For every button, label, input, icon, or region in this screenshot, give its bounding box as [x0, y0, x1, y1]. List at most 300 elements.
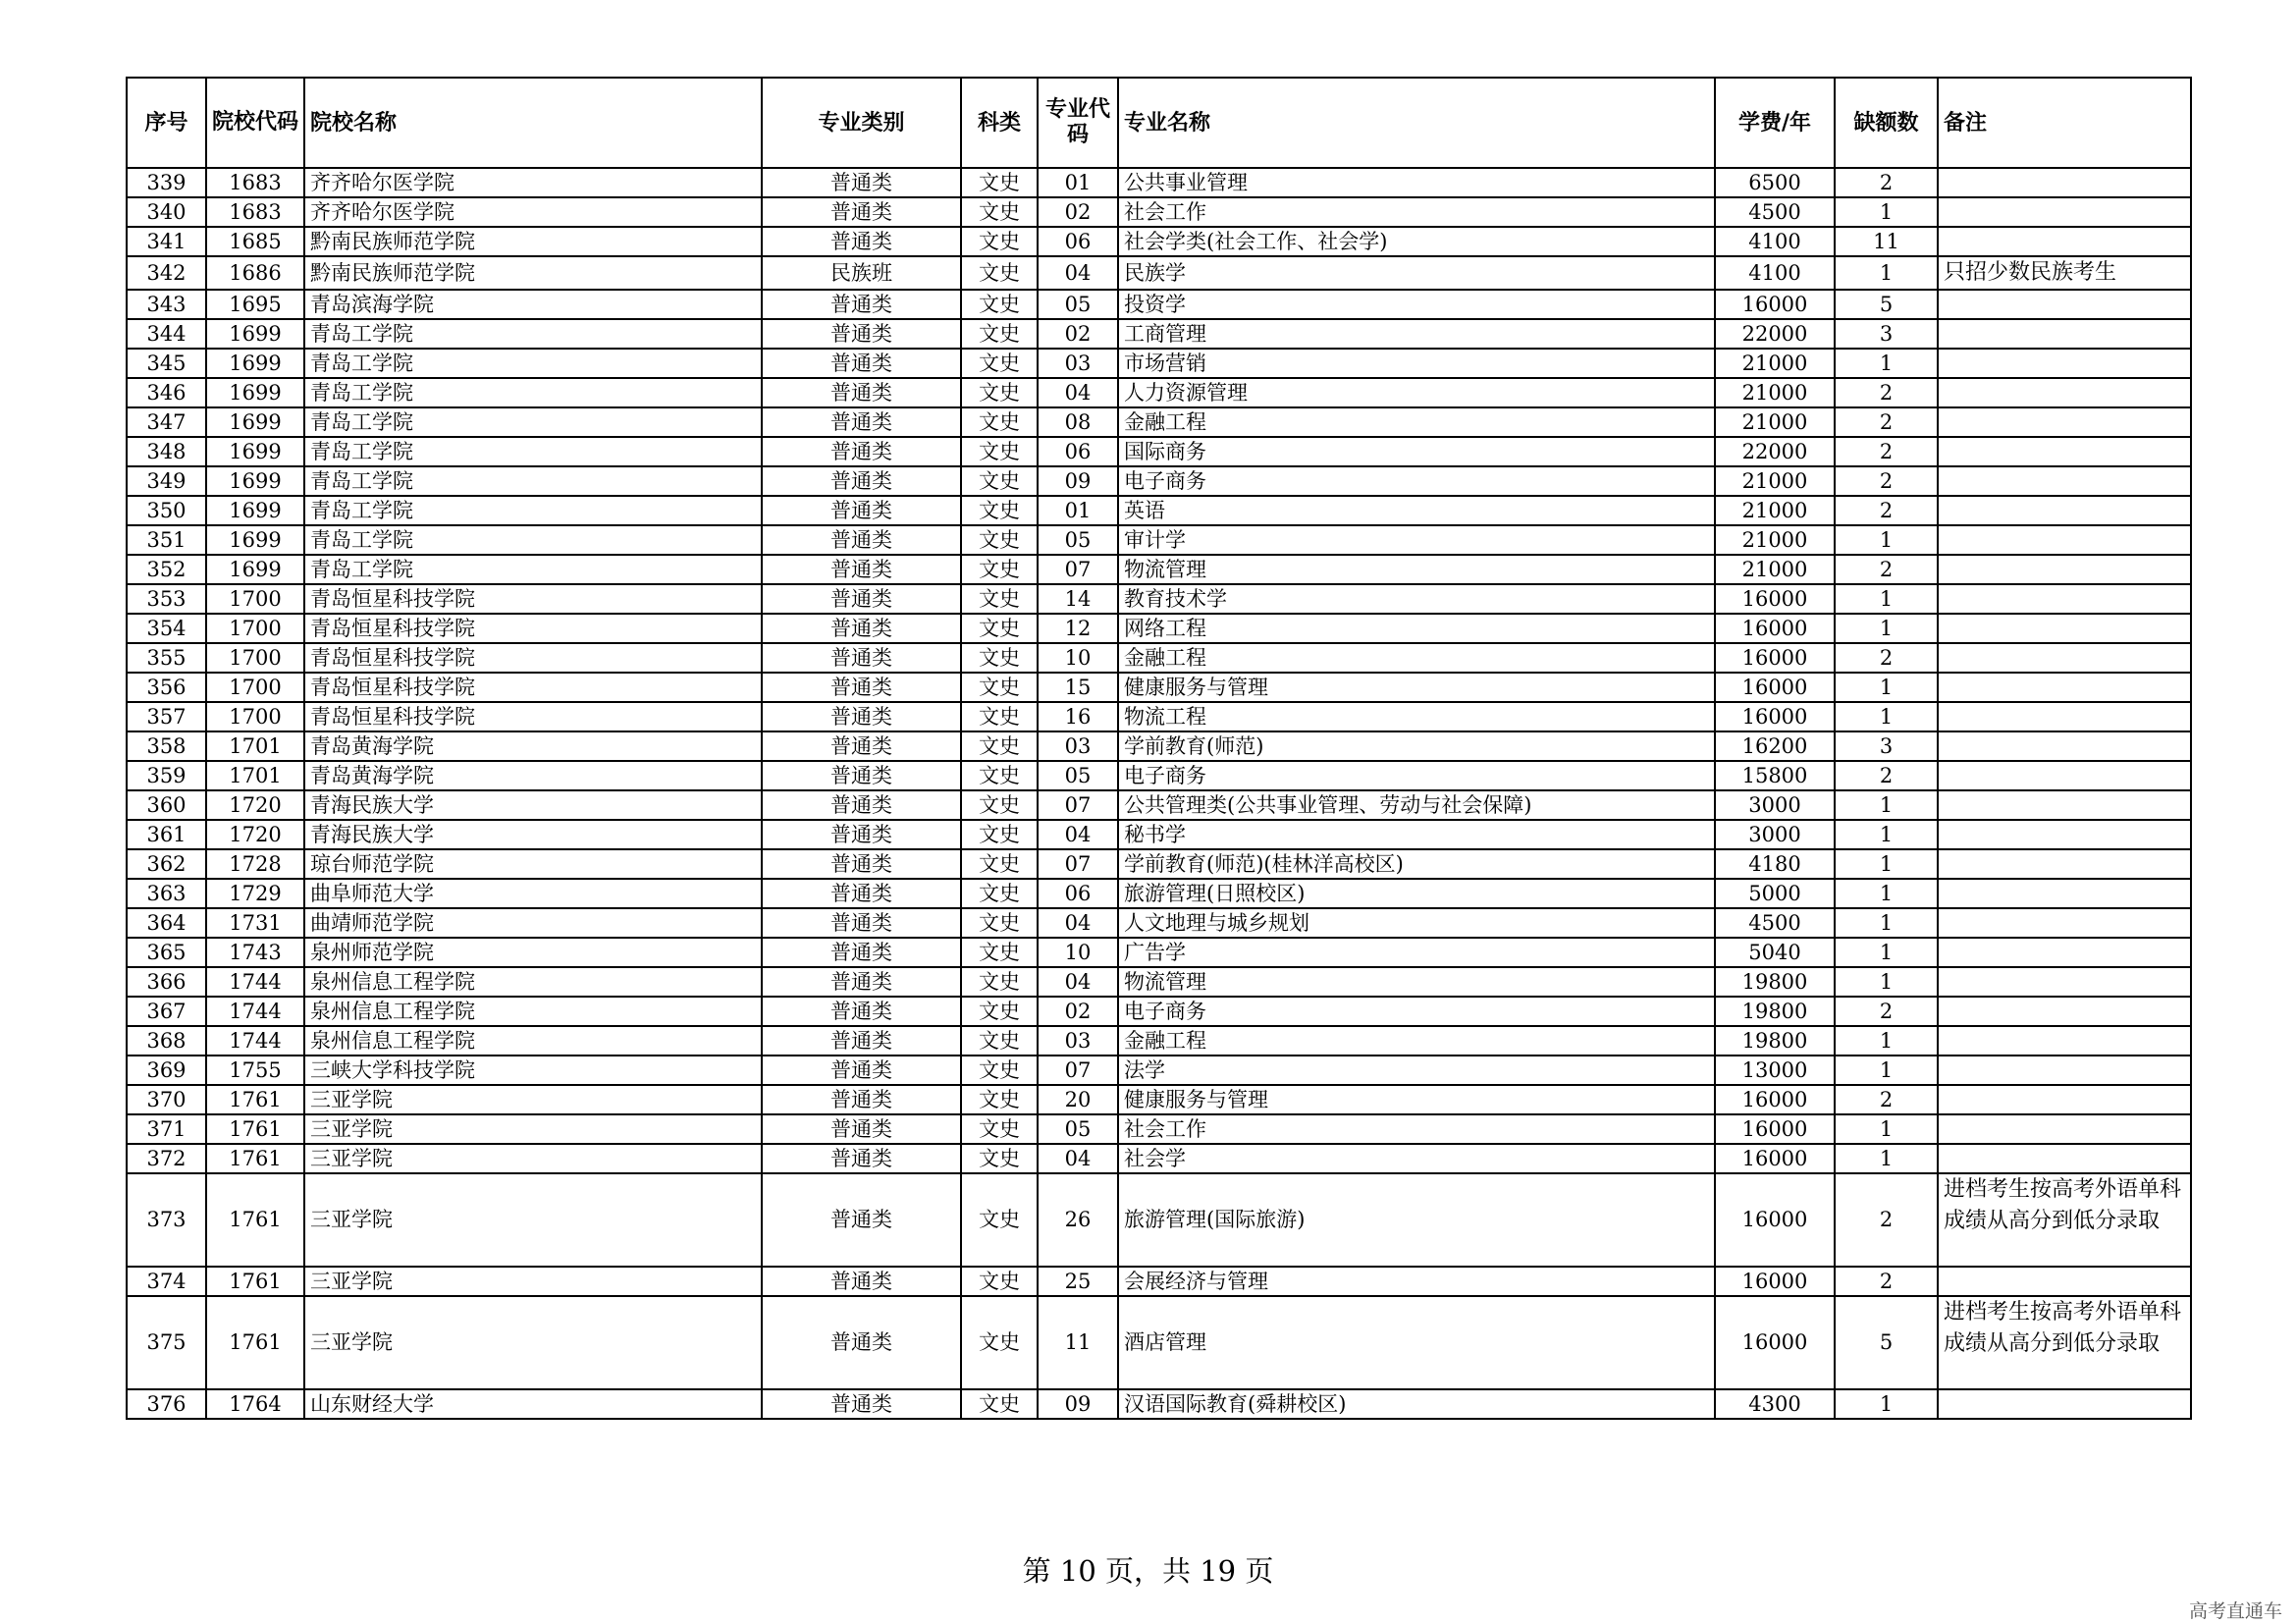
cell-major-name: 金融工程: [1118, 1026, 1715, 1056]
cell-school-name: 泉州信息工程学院: [304, 1026, 762, 1056]
cell-subject: 文史: [961, 790, 1038, 820]
cell-subject: 文史: [961, 761, 1038, 790]
cell-major-code: 26: [1038, 1173, 1118, 1267]
cell-remarks: [1938, 290, 2191, 319]
cell-major-code: 04: [1038, 256, 1118, 290]
cell-major-name: 金融工程: [1118, 643, 1715, 673]
watermark-text: 高考直通车: [2188, 1600, 2282, 1622]
cell-major-name: 会展经济与管理: [1118, 1267, 1715, 1296]
cell-remarks: [1938, 525, 2191, 555]
cell-major-code: 07: [1038, 555, 1118, 584]
cell-school-name: 青岛工学院: [304, 496, 762, 525]
cell-subject: 文史: [961, 1144, 1038, 1173]
cell-remarks: [1938, 879, 2191, 908]
cell-major-name: 社会工作: [1118, 197, 1715, 227]
cell-school-code: 1699: [206, 466, 304, 496]
cell-major-name: 投资学: [1118, 290, 1715, 319]
cell-remarks: [1938, 1056, 2191, 1085]
page-footer: 第 10 页，共 19 页: [1022, 1554, 1274, 1588]
cell-major-name: 电子商务: [1118, 466, 1715, 496]
cell-seq: 354: [127, 614, 206, 643]
cell-school-code: 1699: [206, 525, 304, 555]
cell-school-code: 1699: [206, 319, 304, 349]
cell-subject: 文史: [961, 437, 1038, 466]
cell-major-code: 06: [1038, 227, 1118, 256]
table-row: [127, 967, 2191, 997]
cell-major-type: 普通类: [762, 997, 961, 1026]
cell-seq: 359: [127, 761, 206, 790]
cell-tuition: 22000: [1715, 437, 1835, 466]
cell-subject: 文史: [961, 496, 1038, 525]
cell-seq: 371: [127, 1114, 206, 1144]
table-row: [127, 1144, 2191, 1173]
table-row: [127, 761, 2191, 790]
cell-seq: 340: [127, 197, 206, 227]
cell-school-code: 1744: [206, 1026, 304, 1056]
cell-tuition: 3000: [1715, 790, 1835, 820]
cell-remarks: [1938, 555, 2191, 584]
cell-school-code: 1700: [206, 584, 304, 614]
cell-major-type: 普通类: [762, 702, 961, 731]
cell-school-name: 曲阜师范大学: [304, 879, 762, 908]
cell-vacancies: 2: [1835, 761, 1938, 790]
cell-subject: 文史: [961, 466, 1038, 496]
table-body: [127, 168, 2191, 1419]
cell-major-type: 普通类: [762, 1296, 961, 1389]
cell-remarks: [1938, 731, 2191, 761]
cell-major-type: 普通类: [762, 1173, 961, 1267]
cell-vacancies: 2: [1835, 466, 1938, 496]
cell-school-name: 青岛工学院: [304, 466, 762, 496]
cell-major-code: 07: [1038, 849, 1118, 879]
header-school-code: 院校代码: [206, 78, 304, 168]
cell-seq: 347: [127, 407, 206, 437]
cell-tuition: 19800: [1715, 997, 1835, 1026]
cell-major-type: 普通类: [762, 790, 961, 820]
cell-vacancies: 1: [1835, 197, 1938, 227]
cell-remarks: [1938, 407, 2191, 437]
cell-vacancies: 3: [1835, 319, 1938, 349]
table-row: [127, 938, 2191, 967]
cell-major-name: 公共管理类(公共事业管理、劳动与社会保障): [1118, 790, 1715, 820]
cell-school-name: 青岛工学院: [304, 525, 762, 555]
header-major-code: 专业代码: [1038, 78, 1118, 168]
cell-major-name: 物流管理: [1118, 555, 1715, 584]
cell-major-type: 普通类: [762, 290, 961, 319]
cell-major-type: 普通类: [762, 879, 961, 908]
cell-major-type: 普通类: [762, 614, 961, 643]
cell-school-name: 泉州师范学院: [304, 938, 762, 967]
cell-major-code: 10: [1038, 643, 1118, 673]
cell-vacancies: 1: [1835, 584, 1938, 614]
cell-seq: 355: [127, 643, 206, 673]
cell-subject: 文史: [961, 256, 1038, 290]
cell-subject: 文史: [961, 1296, 1038, 1389]
cell-major-code: 02: [1038, 997, 1118, 1026]
cell-major-code: 11: [1038, 1296, 1118, 1389]
cell-major-name: 健康服务与管理: [1118, 673, 1715, 702]
cell-seq: 339: [127, 168, 206, 197]
cell-remarks: [1938, 702, 2191, 731]
cell-vacancies: 1: [1835, 879, 1938, 908]
cell-school-name: 三亚学院: [304, 1085, 762, 1114]
table-row: [127, 1114, 2191, 1144]
cell-major-name: 法学: [1118, 1056, 1715, 1085]
table-row: [127, 525, 2191, 555]
cell-school-code: 1701: [206, 731, 304, 761]
cell-school-name: 青岛黄海学院: [304, 731, 762, 761]
table-row: [127, 820, 2191, 849]
cell-school-name: 青岛恒星科技学院: [304, 614, 762, 643]
cell-tuition: 16000: [1715, 614, 1835, 643]
cell-tuition: 4180: [1715, 849, 1835, 879]
cell-major-name: 健康服务与管理: [1118, 1085, 1715, 1114]
cell-major-code: 04: [1038, 378, 1118, 407]
cell-school-name: 三亚学院: [304, 1114, 762, 1144]
cell-tuition: 21000: [1715, 378, 1835, 407]
header-tuition: 学费/年: [1715, 78, 1835, 168]
cell-major-code: 05: [1038, 290, 1118, 319]
header-major-name: 专业名称: [1118, 78, 1715, 168]
cell-school-name: 青岛滨海学院: [304, 290, 762, 319]
cell-major-type: 普通类: [762, 643, 961, 673]
cell-remarks: [1938, 496, 2191, 525]
cell-subject: 文史: [961, 1267, 1038, 1296]
cell-major-name: 金融工程: [1118, 407, 1715, 437]
cell-seq: 343: [127, 290, 206, 319]
cell-major-type: 普通类: [762, 466, 961, 496]
cell-tuition: 13000: [1715, 1056, 1835, 1085]
cell-seq: 373: [127, 1173, 206, 1267]
cell-subject: 文史: [961, 1114, 1038, 1144]
cell-school-name: 三亚学院: [304, 1173, 762, 1267]
cell-tuition: 16000: [1715, 584, 1835, 614]
cell-major-code: 01: [1038, 496, 1118, 525]
cell-tuition: 21000: [1715, 496, 1835, 525]
cell-school-code: 1743: [206, 938, 304, 967]
table-row: [127, 437, 2191, 466]
cell-major-name: 人力资源管理: [1118, 378, 1715, 407]
table-row: [127, 879, 2191, 908]
cell-vacancies: 2: [1835, 997, 1938, 1026]
cell-vacancies: 2: [1835, 378, 1938, 407]
cell-subject: 文史: [961, 938, 1038, 967]
cell-school-name: 三峡大学科技学院: [304, 1056, 762, 1085]
cell-vacancies: 1: [1835, 1114, 1938, 1144]
header-vacancies: 缺额数: [1835, 78, 1938, 168]
cell-vacancies: 2: [1835, 168, 1938, 197]
cell-school-code: 1695: [206, 290, 304, 319]
cell-major-code: 09: [1038, 1389, 1118, 1419]
table-row: [127, 1267, 2191, 1296]
cell-major-code: 03: [1038, 1026, 1118, 1056]
cell-school-name: 青岛工学院: [304, 349, 762, 378]
cell-vacancies: 1: [1835, 1026, 1938, 1056]
table-row: [127, 168, 2191, 197]
cell-subject: 文史: [961, 731, 1038, 761]
cell-subject: 文史: [961, 584, 1038, 614]
table-row: [127, 643, 2191, 673]
cell-major-type: 普通类: [762, 349, 961, 378]
cell-school-code: 1720: [206, 790, 304, 820]
cell-major-code: 02: [1038, 197, 1118, 227]
cell-school-code: 1728: [206, 849, 304, 879]
cell-major-name: 审计学: [1118, 525, 1715, 555]
table-row: [127, 614, 2191, 643]
cell-major-code: 16: [1038, 702, 1118, 731]
cell-vacancies: 2: [1835, 1085, 1938, 1114]
cell-tuition: 16000: [1715, 1267, 1835, 1296]
cell-major-name: 广告学: [1118, 938, 1715, 967]
table-row: [127, 290, 2191, 319]
cell-remarks: 只招少数民族考生: [1938, 256, 2191, 290]
cell-remarks: [1938, 820, 2191, 849]
cell-major-code: 25: [1038, 1267, 1118, 1296]
cell-school-name: 青岛工学院: [304, 407, 762, 437]
cell-vacancies: 2: [1835, 555, 1938, 584]
cell-school-name: 青岛黄海学院: [304, 761, 762, 790]
cell-remarks: [1938, 197, 2191, 227]
cell-major-type: 普通类: [762, 908, 961, 938]
cell-vacancies: 5: [1835, 1296, 1938, 1389]
cell-remarks: 进档考生按高考外语单科成绩从高分到低分录取: [1938, 1296, 2191, 1389]
cell-school-name: 泉州信息工程学院: [304, 967, 762, 997]
table-row: [127, 319, 2191, 349]
cell-major-code: 07: [1038, 1056, 1118, 1085]
cell-school-code: 1700: [206, 614, 304, 643]
cell-school-code: 1761: [206, 1296, 304, 1389]
cell-seq: 344: [127, 319, 206, 349]
cell-tuition: 3000: [1715, 820, 1835, 849]
cell-tuition: 19800: [1715, 1026, 1835, 1056]
cell-school-name: 三亚学院: [304, 1296, 762, 1389]
cell-school-code: 1683: [206, 168, 304, 197]
cell-school-code: 1701: [206, 761, 304, 790]
cell-tuition: 19800: [1715, 967, 1835, 997]
cell-school-name: 黔南民族师范学院: [304, 227, 762, 256]
cell-remarks: [1938, 643, 2191, 673]
cell-major-type: 普通类: [762, 731, 961, 761]
cell-tuition: 5040: [1715, 938, 1835, 967]
table-row: [127, 584, 2191, 614]
cell-major-type: 普通类: [762, 378, 961, 407]
cell-major-type: 普通类: [762, 437, 961, 466]
table-row: [127, 496, 2191, 525]
cell-seq: 342: [127, 256, 206, 290]
cell-vacancies: 5: [1835, 290, 1938, 319]
cell-seq: 358: [127, 731, 206, 761]
cell-school-name: 青岛工学院: [304, 555, 762, 584]
cell-school-code: 1744: [206, 997, 304, 1026]
cell-seq: 369: [127, 1056, 206, 1085]
cell-major-code: 14: [1038, 584, 1118, 614]
cell-subject: 文史: [961, 197, 1038, 227]
cell-school-name: 青岛恒星科技学院: [304, 673, 762, 702]
table-row: [127, 407, 2191, 437]
cell-seq: 368: [127, 1026, 206, 1056]
cell-major-type: 普通类: [762, 407, 961, 437]
cell-vacancies: 11: [1835, 227, 1938, 256]
cell-school-code: 1761: [206, 1085, 304, 1114]
cell-major-name: 社会工作: [1118, 1114, 1715, 1144]
table-row: [127, 1389, 2191, 1419]
cell-major-code: 10: [1038, 938, 1118, 967]
cell-vacancies: 1: [1835, 256, 1938, 290]
cell-subject: 文史: [961, 879, 1038, 908]
cell-school-name: 齐齐哈尔医学院: [304, 168, 762, 197]
cell-school-name: 山东财经大学: [304, 1389, 762, 1419]
cell-major-code: 04: [1038, 908, 1118, 938]
cell-subject: 文史: [961, 997, 1038, 1026]
cell-major-type: 普通类: [762, 1026, 961, 1056]
cell-subject: 文史: [961, 168, 1038, 197]
cell-major-code: 08: [1038, 407, 1118, 437]
cell-vacancies: 1: [1835, 1056, 1938, 1085]
cell-major-type: 普通类: [762, 938, 961, 967]
cell-major-type: 民族班: [762, 256, 961, 290]
cell-major-name: 社会学类(社会工作、社会学): [1118, 227, 1715, 256]
cell-subject: 文史: [961, 820, 1038, 849]
cell-remarks: [1938, 378, 2191, 407]
cell-major-code: 04: [1038, 1144, 1118, 1173]
cell-school-code: 1755: [206, 1056, 304, 1085]
cell-remarks: [1938, 938, 2191, 967]
header-school-name: 院校名称: [304, 78, 762, 168]
cell-major-type: 普通类: [762, 227, 961, 256]
cell-seq: 376: [127, 1389, 206, 1419]
cell-remarks: [1938, 673, 2191, 702]
cell-major-name: 旅游管理(日照校区): [1118, 879, 1715, 908]
cell-tuition: 16000: [1715, 673, 1835, 702]
header-seq: 序号: [127, 78, 206, 168]
cell-remarks: [1938, 908, 2191, 938]
cell-major-name: 物流工程: [1118, 702, 1715, 731]
cell-major-name: 酒店管理: [1118, 1296, 1715, 1389]
cell-tuition: 4500: [1715, 197, 1835, 227]
table-row: [127, 731, 2191, 761]
cell-school-code: 1699: [206, 378, 304, 407]
cell-subject: 文史: [961, 1085, 1038, 1114]
vacancy-table: [126, 77, 2192, 1420]
table-row: [127, 227, 2191, 256]
cell-major-code: 02: [1038, 319, 1118, 349]
cell-tuition: 21000: [1715, 349, 1835, 378]
cell-remarks: [1938, 1085, 2191, 1114]
cell-subject: 文史: [961, 227, 1038, 256]
cell-major-code: 07: [1038, 790, 1118, 820]
cell-tuition: 16000: [1715, 643, 1835, 673]
cell-seq: 365: [127, 938, 206, 967]
cell-school-code: 1699: [206, 349, 304, 378]
cell-seq: 362: [127, 849, 206, 879]
cell-tuition: 16000: [1715, 1085, 1835, 1114]
cell-seq: 357: [127, 702, 206, 731]
cell-school-name: 青海民族大学: [304, 790, 762, 820]
cell-subject: 文史: [961, 1056, 1038, 1085]
cell-tuition: 16000: [1715, 702, 1835, 731]
cell-major-name: 教育技术学: [1118, 584, 1715, 614]
cell-major-name: 物流管理: [1118, 967, 1715, 997]
cell-vacancies: 2: [1835, 496, 1938, 525]
cell-major-name: 电子商务: [1118, 761, 1715, 790]
cell-subject: 文史: [961, 614, 1038, 643]
cell-school-code: 1744: [206, 967, 304, 997]
cell-major-type: 普通类: [762, 168, 961, 197]
cell-major-name: 国际商务: [1118, 437, 1715, 466]
cell-school-code: 1700: [206, 673, 304, 702]
table-row: [127, 1173, 2191, 1267]
table-row: [127, 673, 2191, 702]
cell-major-name: 社会学: [1118, 1144, 1715, 1173]
cell-remarks: [1938, 584, 2191, 614]
table-row: [127, 702, 2191, 731]
cell-major-name: 学前教育(师范): [1118, 731, 1715, 761]
cell-school-code: 1699: [206, 437, 304, 466]
cell-remarks: [1938, 967, 2191, 997]
cell-subject: 文史: [961, 849, 1038, 879]
cell-remarks: [1938, 349, 2191, 378]
cell-vacancies: 1: [1835, 349, 1938, 378]
cell-major-name: 人文地理与城乡规划: [1118, 908, 1715, 938]
cell-school-name: 黔南民族师范学院: [304, 256, 762, 290]
cell-seq: 364: [127, 908, 206, 938]
cell-subject: 文史: [961, 290, 1038, 319]
cell-school-code: 1685: [206, 227, 304, 256]
cell-major-name: 旅游管理(国际旅游): [1118, 1173, 1715, 1267]
cell-seq: 360: [127, 790, 206, 820]
cell-major-code: 15: [1038, 673, 1118, 702]
table-row: [127, 555, 2191, 584]
cell-seq: 349: [127, 466, 206, 496]
cell-school-code: 1720: [206, 820, 304, 849]
cell-major-name: 秘书学: [1118, 820, 1715, 849]
cell-vacancies: 2: [1835, 1267, 1938, 1296]
cell-school-code: 1700: [206, 702, 304, 731]
table-row: [127, 1026, 2191, 1056]
header-remarks: 备注: [1938, 78, 2191, 168]
cell-major-code: 06: [1038, 879, 1118, 908]
table-row: [127, 197, 2191, 227]
cell-seq: 345: [127, 349, 206, 378]
cell-major-type: 普通类: [762, 1267, 961, 1296]
cell-major-type: 普通类: [762, 967, 961, 997]
cell-seq: 351: [127, 525, 206, 555]
cell-school-name: 曲靖师范学院: [304, 908, 762, 938]
cell-major-code: 04: [1038, 967, 1118, 997]
cell-major-type: 普通类: [762, 584, 961, 614]
table-row: [127, 997, 2191, 1026]
cell-seq: 350: [127, 496, 206, 525]
header-major-type: 专业类别: [762, 78, 961, 168]
cell-vacancies: 1: [1835, 790, 1938, 820]
cell-major-type: 普通类: [762, 849, 961, 879]
cell-vacancies: 2: [1835, 437, 1938, 466]
table-row: [127, 256, 2191, 290]
cell-major-name: 学前教育(师范)(桂林洋高校区): [1118, 849, 1715, 879]
cell-major-name: 民族学: [1118, 256, 1715, 290]
cell-major-code: 01: [1038, 168, 1118, 197]
cell-vacancies: 1: [1835, 908, 1938, 938]
cell-vacancies: 1: [1835, 820, 1938, 849]
table-row: [127, 466, 2191, 496]
cell-major-type: 普通类: [762, 1114, 961, 1144]
cell-remarks: [1938, 1144, 2191, 1173]
cell-school-code: 1699: [206, 496, 304, 525]
cell-tuition: 4100: [1715, 227, 1835, 256]
cell-remarks: [1938, 1026, 2191, 1056]
cell-major-code: 05: [1038, 761, 1118, 790]
cell-seq: 375: [127, 1296, 206, 1389]
